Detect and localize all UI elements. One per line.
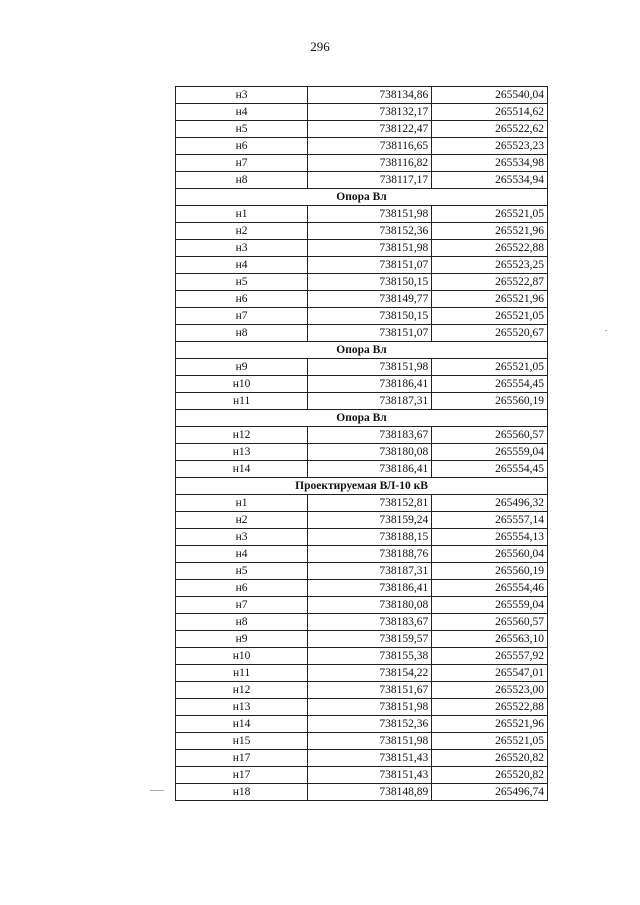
x-coordinate-cell: 738132,17 (308, 104, 432, 121)
point-name-cell: н14 (176, 716, 308, 733)
point-name-cell: н2 (176, 223, 308, 240)
x-coordinate-cell: 738148,89 (308, 784, 432, 801)
table-row (176, 291, 548, 308)
y-coordinate-cell: 265521,96 (432, 223, 548, 240)
point-name-cell: н4 (176, 104, 308, 121)
table-row (176, 699, 548, 716)
y-coordinate-cell: 265554,13 (432, 529, 548, 546)
y-coordinate-cell: 265540,04 (432, 87, 548, 104)
table-row (176, 444, 548, 461)
x-coordinate-cell: 738159,24 (308, 512, 432, 529)
point-name-cell: н15 (176, 733, 308, 750)
section-title: Опора Вл (176, 342, 548, 359)
section-title: Проектируемая ВЛ-10 кВ (176, 478, 548, 495)
y-coordinate-cell: 265559,04 (432, 597, 548, 614)
y-coordinate-cell: 265521,05 (432, 308, 548, 325)
section-title: Опора Вл (176, 410, 548, 427)
x-coordinate-cell: 738151,98 (308, 240, 432, 257)
table-row (176, 359, 548, 376)
section-header-row (176, 342, 548, 359)
x-coordinate-cell: 738187,31 (308, 393, 432, 410)
table-row (176, 580, 548, 597)
x-coordinate-cell: 738134,86 (308, 87, 432, 104)
table-row (176, 461, 548, 478)
point-name-cell: н14 (176, 461, 308, 478)
y-coordinate-cell: 265547,01 (432, 665, 548, 682)
point-name-cell: н4 (176, 257, 308, 274)
point-name-cell: н18 (176, 784, 308, 801)
x-coordinate-cell: 738186,41 (308, 580, 432, 597)
point-name-cell: н8 (176, 325, 308, 342)
y-coordinate-cell: 265496,32 (432, 495, 548, 512)
x-coordinate-cell: 738151,07 (308, 325, 432, 342)
point-name-cell: н13 (176, 444, 308, 461)
point-name-cell: н6 (176, 138, 308, 155)
point-name-cell: н2 (176, 512, 308, 529)
y-coordinate-cell: 265554,46 (432, 580, 548, 597)
x-coordinate-cell: 738186,41 (308, 461, 432, 478)
x-coordinate-cell: 738150,15 (308, 274, 432, 291)
point-name-cell: н7 (176, 155, 308, 172)
y-coordinate-cell: 265521,96 (432, 716, 548, 733)
x-coordinate-cell: 738155,38 (308, 648, 432, 665)
y-coordinate-cell: 265514,62 (432, 104, 548, 121)
table-row (176, 223, 548, 240)
x-coordinate-cell: 738152,81 (308, 495, 432, 512)
section-header-row (176, 189, 548, 206)
table-row (176, 733, 548, 750)
point-name-cell: н12 (176, 682, 308, 699)
y-coordinate-cell: 265554,45 (432, 376, 548, 393)
point-name-cell: н4 (176, 546, 308, 563)
x-coordinate-cell: 738159,57 (308, 631, 432, 648)
y-coordinate-cell: 265522,62 (432, 121, 548, 138)
table-row (176, 512, 548, 529)
x-coordinate-cell: 738183,67 (308, 427, 432, 444)
y-coordinate-cell: 265523,00 (432, 682, 548, 699)
y-coordinate-cell: 265521,05 (432, 206, 548, 223)
table-row (176, 631, 548, 648)
coordinates-table (175, 86, 548, 801)
y-coordinate-cell: 265520,82 (432, 750, 548, 767)
point-name-cell: н17 (176, 767, 308, 784)
point-name-cell: н3 (176, 529, 308, 546)
table-row (176, 682, 548, 699)
table-row (176, 546, 548, 563)
y-coordinate-cell: 265523,25 (432, 257, 548, 274)
x-coordinate-cell: 738150,15 (308, 308, 432, 325)
scan-speck (150, 790, 164, 791)
point-name-cell: н8 (176, 172, 308, 189)
y-coordinate-cell: 265557,92 (432, 648, 548, 665)
y-coordinate-cell: 265560,57 (432, 427, 548, 444)
point-name-cell: н3 (176, 87, 308, 104)
x-coordinate-cell: 738149,77 (308, 291, 432, 308)
point-name-cell: н5 (176, 563, 308, 580)
point-name-cell: н11 (176, 393, 308, 410)
table-row (176, 393, 548, 410)
point-name-cell: н12 (176, 427, 308, 444)
x-coordinate-cell: 738151,98 (308, 699, 432, 716)
table-row (176, 665, 548, 682)
x-coordinate-cell: 738116,65 (308, 138, 432, 155)
point-name-cell: н1 (176, 495, 308, 512)
y-coordinate-cell: 265522,88 (432, 699, 548, 716)
x-coordinate-cell: 738188,76 (308, 546, 432, 563)
y-coordinate-cell: 265521,05 (432, 359, 548, 376)
table-row (176, 325, 548, 342)
table-row (176, 257, 548, 274)
x-coordinate-cell: 738183,67 (308, 614, 432, 631)
table-row (176, 121, 548, 138)
scan-speck (605, 330, 607, 331)
table-row (176, 495, 548, 512)
x-coordinate-cell: 738180,08 (308, 444, 432, 461)
point-name-cell: н10 (176, 648, 308, 665)
y-coordinate-cell: 265521,96 (432, 291, 548, 308)
table-row (176, 784, 548, 801)
table-row (176, 172, 548, 189)
y-coordinate-cell: 265534,94 (432, 172, 548, 189)
y-coordinate-cell: 265560,19 (432, 393, 548, 410)
x-coordinate-cell: 738188,15 (308, 529, 432, 546)
y-coordinate-cell: 265563,10 (432, 631, 548, 648)
point-name-cell: н5 (176, 274, 308, 291)
x-coordinate-cell: 738152,36 (308, 223, 432, 240)
x-coordinate-cell: 738151,98 (308, 359, 432, 376)
table-row (176, 155, 548, 172)
point-name-cell: н5 (176, 121, 308, 138)
table-row (176, 563, 548, 580)
point-name-cell: н17 (176, 750, 308, 767)
table-row (176, 597, 548, 614)
table-row (176, 87, 548, 104)
point-name-cell: н9 (176, 359, 308, 376)
table-row (176, 614, 548, 631)
table-row (176, 104, 548, 121)
y-coordinate-cell: 265521,05 (432, 733, 548, 750)
x-coordinate-cell: 738151,43 (308, 750, 432, 767)
point-name-cell: н8 (176, 614, 308, 631)
point-name-cell: н7 (176, 308, 308, 325)
y-coordinate-cell: 265496,74 (432, 784, 548, 801)
table-row (176, 308, 548, 325)
table-row (176, 206, 548, 223)
y-coordinate-cell: 265520,82 (432, 767, 548, 784)
table-row (176, 750, 548, 767)
section-title: Опора Вл (176, 189, 548, 206)
section-header-row (176, 410, 548, 427)
x-coordinate-cell: 738117,17 (308, 172, 432, 189)
point-name-cell: н11 (176, 665, 308, 682)
table-row (176, 240, 548, 257)
section-header-row (176, 478, 548, 495)
y-coordinate-cell: 265557,14 (432, 512, 548, 529)
x-coordinate-cell: 738187,31 (308, 563, 432, 580)
x-coordinate-cell: 738151,98 (308, 206, 432, 223)
point-name-cell: н6 (176, 580, 308, 597)
x-coordinate-cell: 738151,43 (308, 767, 432, 784)
x-coordinate-cell: 738116,82 (308, 155, 432, 172)
x-coordinate-cell: 738151,07 (308, 257, 432, 274)
coordinates-table-body (176, 87, 548, 801)
y-coordinate-cell: 265520,67 (432, 325, 548, 342)
y-coordinate-cell: 265522,87 (432, 274, 548, 291)
y-coordinate-cell: 265559,04 (432, 444, 548, 461)
table-row (176, 376, 548, 393)
page-number: 296 (310, 39, 330, 54)
y-coordinate-cell: 265534,98 (432, 155, 548, 172)
x-coordinate-cell: 738180,08 (308, 597, 432, 614)
x-coordinate-cell: 738152,36 (308, 716, 432, 733)
table-row (176, 767, 548, 784)
x-coordinate-cell: 738186,41 (308, 376, 432, 393)
table-row (176, 529, 548, 546)
table-row (176, 648, 548, 665)
point-name-cell: н6 (176, 291, 308, 308)
point-name-cell: н13 (176, 699, 308, 716)
y-coordinate-cell: 265554,45 (432, 461, 548, 478)
table-row (176, 716, 548, 733)
y-coordinate-cell: 265523,23 (432, 138, 548, 155)
point-name-cell: н9 (176, 631, 308, 648)
x-coordinate-cell: 738151,98 (308, 733, 432, 750)
table-row (176, 427, 548, 444)
y-coordinate-cell: 265522,88 (432, 240, 548, 257)
table-row (176, 138, 548, 155)
y-coordinate-cell: 265560,19 (432, 563, 548, 580)
x-coordinate-cell: 738151,67 (308, 682, 432, 699)
y-coordinate-cell: 265560,57 (432, 614, 548, 631)
point-name-cell: н3 (176, 240, 308, 257)
point-name-cell: н1 (176, 206, 308, 223)
y-coordinate-cell: 265560,04 (432, 546, 548, 563)
point-name-cell: н7 (176, 597, 308, 614)
x-coordinate-cell: 738122,47 (308, 121, 432, 138)
table-row (176, 274, 548, 291)
x-coordinate-cell: 738154,22 (308, 665, 432, 682)
point-name-cell: н10 (176, 376, 308, 393)
